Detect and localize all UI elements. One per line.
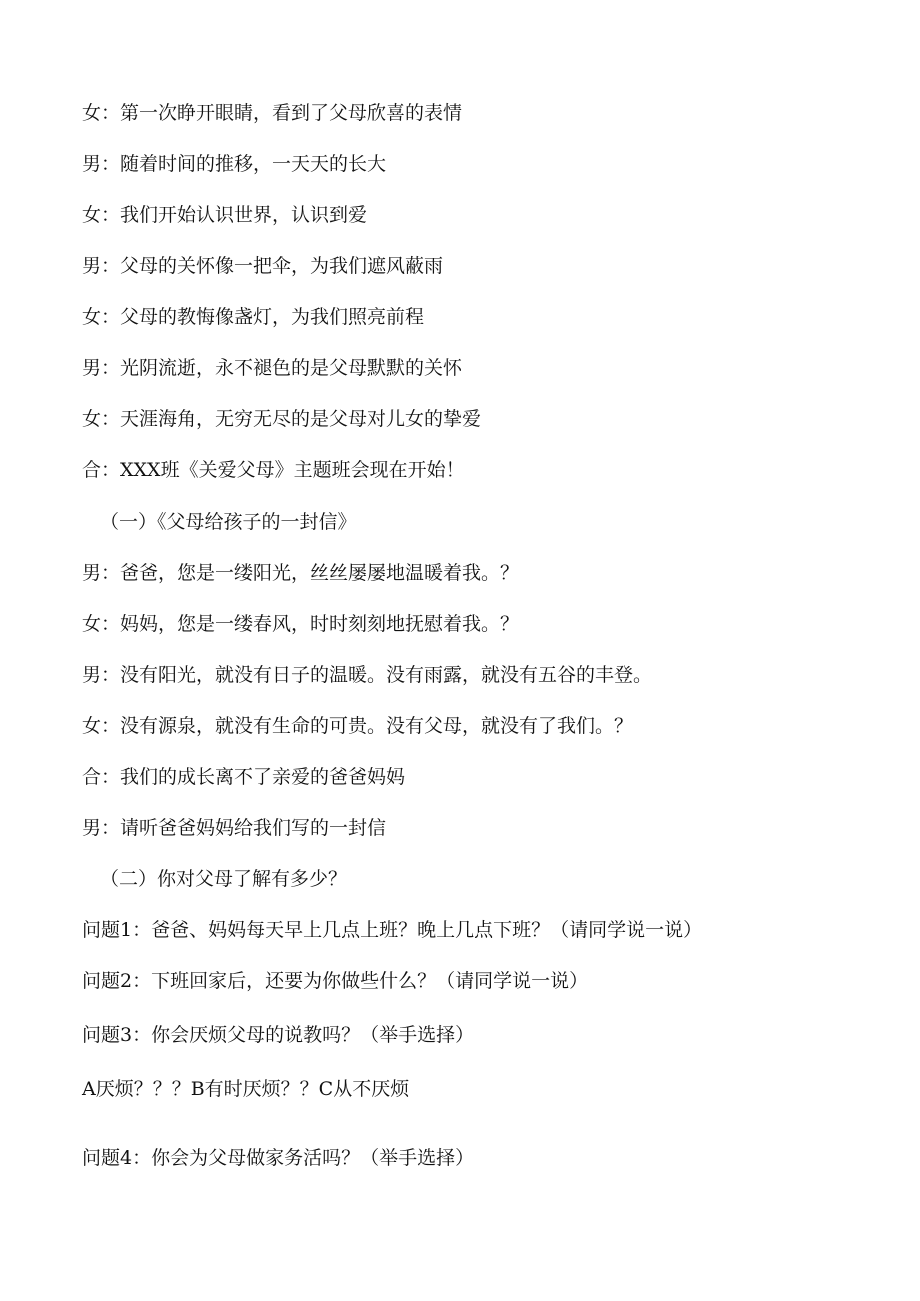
section-heading: （一）《父母给孩子的一封信》: [100, 511, 357, 533]
dialogue-line: 男：请听爸爸妈妈给我们写的一封信: [82, 817, 387, 839]
dialogue-line: 女：第一次睁开眼睛，看到了父母欣喜的表情: [82, 102, 463, 124]
question-line: 问题3：你会厌烦父母的说教吗？（举手选择）: [82, 1024, 475, 1046]
dialogue-line: 女：我们开始认识世界，认识到爱: [82, 204, 368, 226]
dialogue-line: 合：XXX班《关爱父母》主题班会现在开始！: [82, 459, 465, 481]
section-heading: （二）你对父母了解有多少？: [100, 868, 348, 890]
answer-options: A厌烦？？？B有时厌烦？？C从不厌烦: [82, 1078, 410, 1100]
dialogue-line: 女：天涯海角，无穷无尽的是父母对儿女的挚爱: [82, 408, 482, 430]
question-line: 问题1：爸爸、妈妈每天早上几点上班？晚上几点下班？（请同学说一说）: [82, 919, 703, 941]
dialogue-line: 男：光阴流逝，永不褪色的是父母默默的关怀: [82, 357, 463, 379]
dialogue-line: 女：父母的教悔像盏灯，为我们照亮前程: [82, 306, 425, 328]
dialogue-line: 男：父母的关怀像一把伞，为我们遮风蔽雨: [82, 255, 444, 277]
dialogue-line: 男：没有阳光，就没有日子的温暖。没有雨露，就没有五谷的丰登。: [82, 664, 653, 686]
dialogue-line: 男：随着时间的推移，一天天的长大: [82, 153, 387, 175]
dialogue-line: 合：我们的成长离不了亲爱的爸爸妈妈: [82, 766, 406, 788]
dialogue-line: 女：没有源泉，就没有生命的可贵。没有父母，就没有了我们。？: [82, 715, 634, 737]
question-line: 问题4：你会为父母做家务活吗？（举手选择）: [82, 1147, 475, 1169]
dialogue-line: 男：爸爸，您是一缕阳光，丝丝屡屡地温暖着我。？: [82, 562, 520, 584]
dialogue-line: 女：妈妈，您是一缕春风，时时刻刻地抚慰着我。？: [82, 613, 520, 635]
question-line: 问题2：下班回家后，还要为你做些什么？（请同学说一说）: [82, 970, 589, 992]
